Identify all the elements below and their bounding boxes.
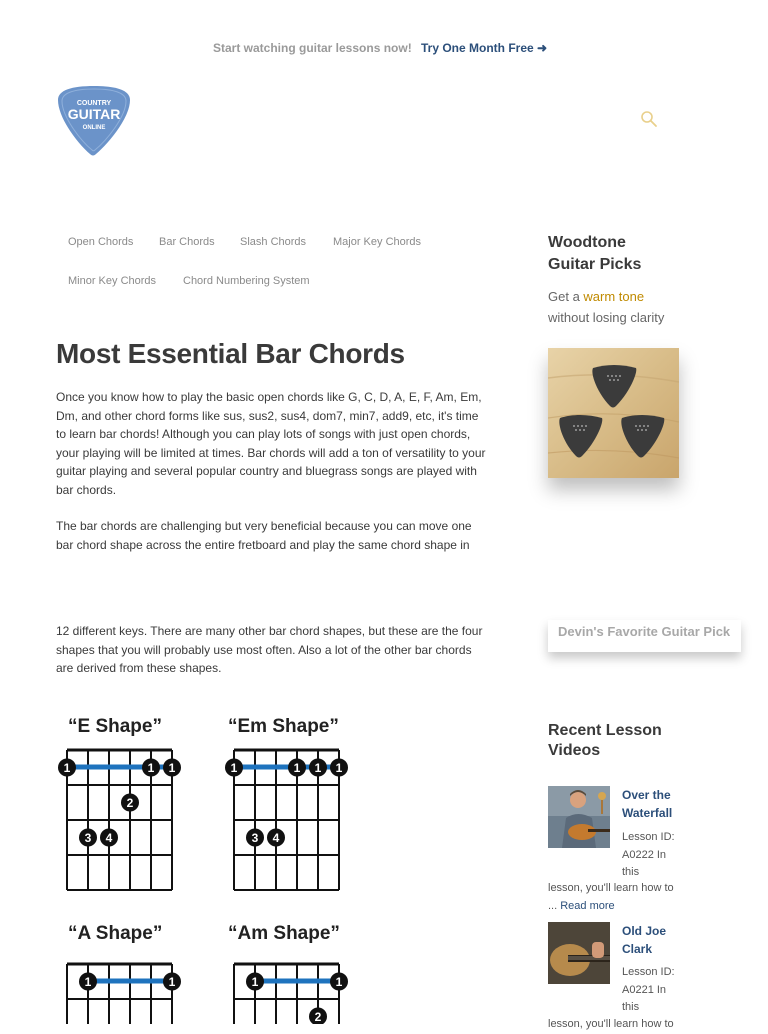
tagline-post: without losing clarity [548, 310, 665, 325]
site-logo[interactable] [56, 84, 132, 158]
lesson-excerpt-text: lesson, you'll learn how to [548, 882, 674, 894]
svg-text:1: 1 [230, 761, 238, 775]
chord-diagram-am-shape [223, 940, 353, 1024]
lesson-id-text [622, 964, 675, 1017]
lesson-excerpt [548, 1016, 674, 1034]
search-button[interactable] [640, 110, 658, 128]
lesson-id-text [622, 829, 675, 882]
woodtone-title-line1: Woodtone [548, 234, 626, 251]
nav-open-chords[interactable]: Open Chords [68, 236, 134, 248]
recent-title-line2: Videos [548, 742, 601, 759]
lesson-item [548, 922, 688, 1030]
lesson-thumbnail[interactable] [548, 786, 610, 848]
lesson-item [548, 786, 688, 916]
chord-title-am-shape: “Am Shape” [228, 923, 340, 944]
chord-title-em-shape: “Em Shape” [228, 716, 339, 737]
logo-line1: COUNTRY [76, 100, 112, 107]
finger-dot [225, 759, 243, 777]
top-promo-bar [0, 0, 768, 96]
guitar-picks-image[interactable] [548, 348, 679, 478]
finger-dot [79, 829, 97, 847]
lesson-id-line1: Lesson ID: [622, 966, 675, 978]
woodtone-title-line2: Guitar Picks [548, 256, 642, 273]
finger-dot [121, 794, 139, 812]
article-paragraph-2: The bar chords are challenging but very beneficial because you can move one bar chord shape across the entire fretboard and play the same chord shape in [56, 519, 472, 552]
lesson-excerpt [548, 880, 674, 915]
recent-title-line1: Recent Lesson [548, 722, 662, 739]
nav-slash-chords[interactable]: Slash Chords [240, 236, 307, 248]
finger-dot [246, 973, 264, 991]
finger-dot [288, 759, 306, 777]
lesson-title-line2: Waterfall [622, 806, 673, 820]
chord-title-a-shape: “A Shape” [68, 923, 163, 944]
nav-major-key-chords[interactable]: Major Key Chords [333, 236, 422, 248]
svg-text:1: 1 [63, 761, 71, 775]
tagline-pre: Get a [548, 289, 584, 304]
lesson-id-line1: Lesson ID: [622, 831, 675, 843]
lesson-ellipsis: ... [548, 899, 561, 912]
svg-text:1: 1 [293, 761, 301, 775]
favorite-pick-card[interactable] [548, 620, 741, 652]
finger-dot [309, 759, 327, 777]
lesson-title-line1: Old Joe [622, 924, 667, 938]
finger-dot [267, 829, 285, 847]
finger-dot [100, 829, 118, 847]
search-icon [640, 110, 658, 128]
nav-bar-chords[interactable]: Bar Chords [159, 236, 215, 248]
chord-diagram-e-shape [56, 744, 186, 894]
favorite-pick-label: Devin's Favorite Guitar Pick [558, 624, 731, 639]
nav-minor-key-chords[interactable]: Minor Key Chords [68, 275, 157, 287]
svg-text:1: 1 [168, 761, 176, 775]
finger-dot [330, 759, 348, 777]
recent-lessons-title [548, 721, 662, 761]
fretboard-grid [67, 964, 172, 1024]
promo-text: Start watching guitar lessons now! [213, 41, 412, 55]
finger-dot [330, 973, 348, 991]
chord-diagram-a-shape [56, 940, 186, 1024]
lesson-excerpt-text: lesson, you'll learn how to [548, 1018, 674, 1030]
page-title: Most Essential Bar Chords [56, 338, 405, 369]
article-paragraph-3: 12 different keys. There are many other bar chord shapes, but these are the four shapes that you will probably use most often. Also a lot of the other bar chords are derived from these shapes. [56, 624, 483, 675]
logo-line2: GUITAR [67, 106, 121, 122]
chord-title-e-shape: “E Shape” [68, 716, 162, 737]
svg-text:2: 2 [314, 1010, 322, 1024]
finger-dot [163, 759, 181, 777]
finger-dot [142, 759, 160, 777]
lesson-video-thumbnail-icon [548, 786, 610, 848]
article-paragraph-1: Once you know how to play the basic open chords like G, C, D, A, E, F, Am, Em, Dm, and other chord forms like sus, sus2, sus4, dom7, min7, add9, etc, it's time to learn bar chords! Although you can play lots of songs with just open chords, your playing will be limited at times. Bar chords will add a ton of versatility to your guitar playing and several popular country and bluegrass songs are played with bar chords. [56, 390, 486, 497]
svg-text:3: 3 [251, 831, 259, 845]
finger-dot [163, 973, 181, 991]
try-free-link[interactable]: Try One Month Free ➜ [421, 41, 548, 55]
guitar-picks-photo-icon [548, 348, 679, 478]
lesson-id-line3: this [622, 1001, 640, 1013]
svg-text:1: 1 [168, 975, 176, 989]
svg-text:1: 1 [314, 761, 322, 775]
svg-text:4: 4 [105, 831, 113, 845]
lesson-id-line3: this [622, 866, 640, 878]
chord-diagram-em-shape [223, 744, 353, 894]
svg-text:1: 1 [84, 975, 92, 989]
finger-dot [309, 1008, 327, 1025]
lesson-thumbnail[interactable] [548, 922, 610, 984]
lesson-id-line2: A0222 In [622, 848, 667, 861]
svg-text:1: 1 [335, 761, 343, 775]
finger-dot [246, 829, 264, 847]
logo-line3: ONLINE [82, 125, 106, 131]
svg-text:1: 1 [147, 761, 155, 775]
svg-text:3: 3 [84, 831, 92, 845]
tagline-accent: warm tone [583, 289, 645, 304]
guitar-pick-logo-icon [56, 84, 132, 158]
lesson-title-line2: Clark [622, 942, 653, 956]
lesson-title-link[interactable] [622, 786, 692, 822]
lesson-id-line2: A0221 In [622, 983, 667, 996]
svg-text:1: 1 [251, 975, 259, 989]
lesson-title-link[interactable] [622, 922, 692, 958]
svg-text:4: 4 [272, 831, 280, 845]
finger-dot [79, 973, 97, 991]
read-more-link[interactable]: Read more [560, 899, 615, 912]
svg-text:1: 1 [335, 975, 343, 989]
lesson-video-thumbnail-icon [548, 922, 610, 984]
woodtone-promo-title[interactable] [548, 232, 641, 276]
svg-text:2: 2 [126, 796, 134, 810]
woodtone-tagline [548, 286, 718, 328]
finger-dot [58, 759, 76, 777]
nav-chord-numbering-system[interactable]: Chord Numbering System [183, 275, 310, 287]
lesson-title-line1: Over the [622, 788, 671, 802]
